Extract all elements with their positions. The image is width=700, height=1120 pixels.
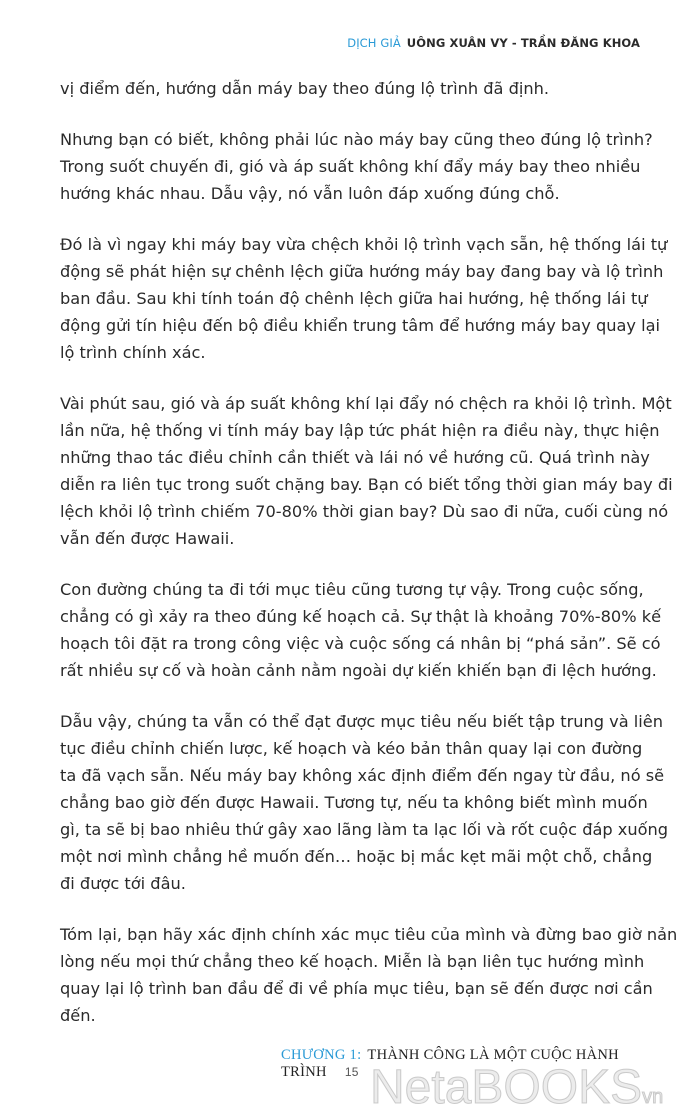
text-line: Con đường chúng ta đi tới mục tiêu cũng tương tự vậy. Trong cuộc sống, (60, 580, 644, 599)
running-header (347, 36, 640, 50)
text-line: những thao tác điều chỉnh cần thiết và lái nó về hướng cũ. Quá trình này (60, 448, 650, 467)
paragraph (60, 576, 660, 684)
translator-label: DỊCH GIẢ (347, 36, 401, 50)
paragraph (60, 390, 673, 552)
text-line: chẳng có gì xảy ra theo đúng kế hoạch cả. Sự thật là khoảng 70%-80% kế (60, 607, 662, 626)
chapter-label: CHƯƠNG 1: (281, 1047, 362, 1063)
body-text (60, 75, 678, 1053)
text-line: một nơi mình chẳng hề muốn đến… hoặc bị mắc kẹt mãi một chỗ, chẳng (60, 847, 653, 866)
paragraph (60, 126, 660, 207)
text-line: quay lại lộ trình ban đầu để đi về phía mục tiêu, bạn sẽ đến được nơi cần (60, 979, 653, 998)
text-line: lòng nếu mọi thứ chẳng theo kế hoạch. Miễn là bạn liên tục hướng mình (60, 952, 645, 971)
watermark-text: NetaBOOKS (370, 1061, 643, 1114)
text-line: Đó là vì ngay khi máy bay vừa chệch khỏi lộ trình vạch sẵn, hệ thống lái tự (60, 235, 668, 254)
text-line: diễn ra liên tục trong suốt chặng bay. Bạn có biết tổng thời gian máy bay đi (60, 475, 673, 494)
text-line: ta đã vạch sẵn. Nếu máy bay không xác định điểm đến ngay từ đầu, nó sẽ (60, 766, 665, 785)
text-line: chẳng bao giờ đến được Hawaii. Tương tự, nếu ta không biết mình muốn (60, 793, 648, 812)
text-line: lần nữa, hệ thống vi tính máy bay lập tức phát hiện ra điều này, thực hiện (60, 421, 660, 440)
text-line: đi được tới đâu. (60, 874, 186, 893)
text-line: Nhưng bạn có biết, không phải lúc nào máy bay cũng theo đúng lộ trình? (60, 130, 653, 149)
text-line: động sẽ phát hiện sự chênh lệch giữa hướng máy bay đang bay và lộ trình (60, 262, 664, 281)
page-number: 15 (344, 1065, 359, 1079)
text-line: động gửi tín hiệu đến bộ điều khiển trung tâm để hướng máy bay quay lại (60, 316, 661, 335)
text-line: rất nhiều sự cố và hoàn cảnh nằm ngoài dự kiến khiến bạn đi lệch hướng. (60, 661, 657, 680)
paragraph (60, 921, 678, 1029)
text-line: Dẫu vậy, chúng ta vẫn có thể đạt được mục tiêu nếu biết tập trung và liên (60, 712, 664, 731)
watermark-suffix: vn (642, 1086, 664, 1108)
text-line: đến. (60, 1006, 96, 1025)
text-line: Tóm lại, bạn hãy xác định chính xác mục tiêu của mình và đừng bao giờ nản (60, 925, 678, 944)
paragraph (60, 708, 669, 897)
text-line: vẫn đến được Hawaii. (60, 529, 235, 548)
text-line: tục điều chỉnh chiến lược, kế hoạch và kéo bản thân quay lại con đường (60, 739, 643, 758)
chapter-title: THÀNH CÔNG LÀ MỘT CUỘC HÀNH TRÌNH (281, 1047, 619, 1080)
paragraph (60, 75, 660, 102)
text-line: lệch khỏi lộ trình chiếm 70-80% thời gian bay? Dù sao đi nữa, cuối cùng nó (60, 502, 669, 521)
text-line: gì, ta sẽ bị bao nhiêu thứ gây xao lãng làm ta lạc lối và rốt cuộc đáp xuống (60, 820, 669, 839)
text-line: ban đầu. Sau khi tính toán độ chênh lệch giữa hai hướng, hệ thống lái tự (60, 289, 648, 308)
text-line: Vài phút sau, gió và áp suất không khí lại đẩy nó chệch ra khỏi lộ trình. Một (60, 394, 672, 413)
text-line: vị điểm đến, hướng dẫn máy bay theo đúng lộ trình đã định. (60, 79, 550, 98)
text-line: hướng khác nhau. Dẫu vậy, nó vẫn luôn đáp xuống đúng chỗ. (60, 184, 560, 203)
paragraph (60, 231, 668, 366)
text-line: hoạch tôi đặt ra trong công việc và cuộc sống cá nhân bị “phá sản”. Sẽ có (60, 634, 661, 653)
text-line: lộ trình chính xác. (60, 343, 206, 362)
translator-names: UÔNG XUÂN VY - TRẦN ĐĂNG KHOA (406, 36, 640, 50)
watermark-logo (370, 1060, 663, 1115)
text-line: Trong suốt chuyến đi, gió và áp suất không khí đẩy máy bay theo nhiều (60, 157, 641, 176)
